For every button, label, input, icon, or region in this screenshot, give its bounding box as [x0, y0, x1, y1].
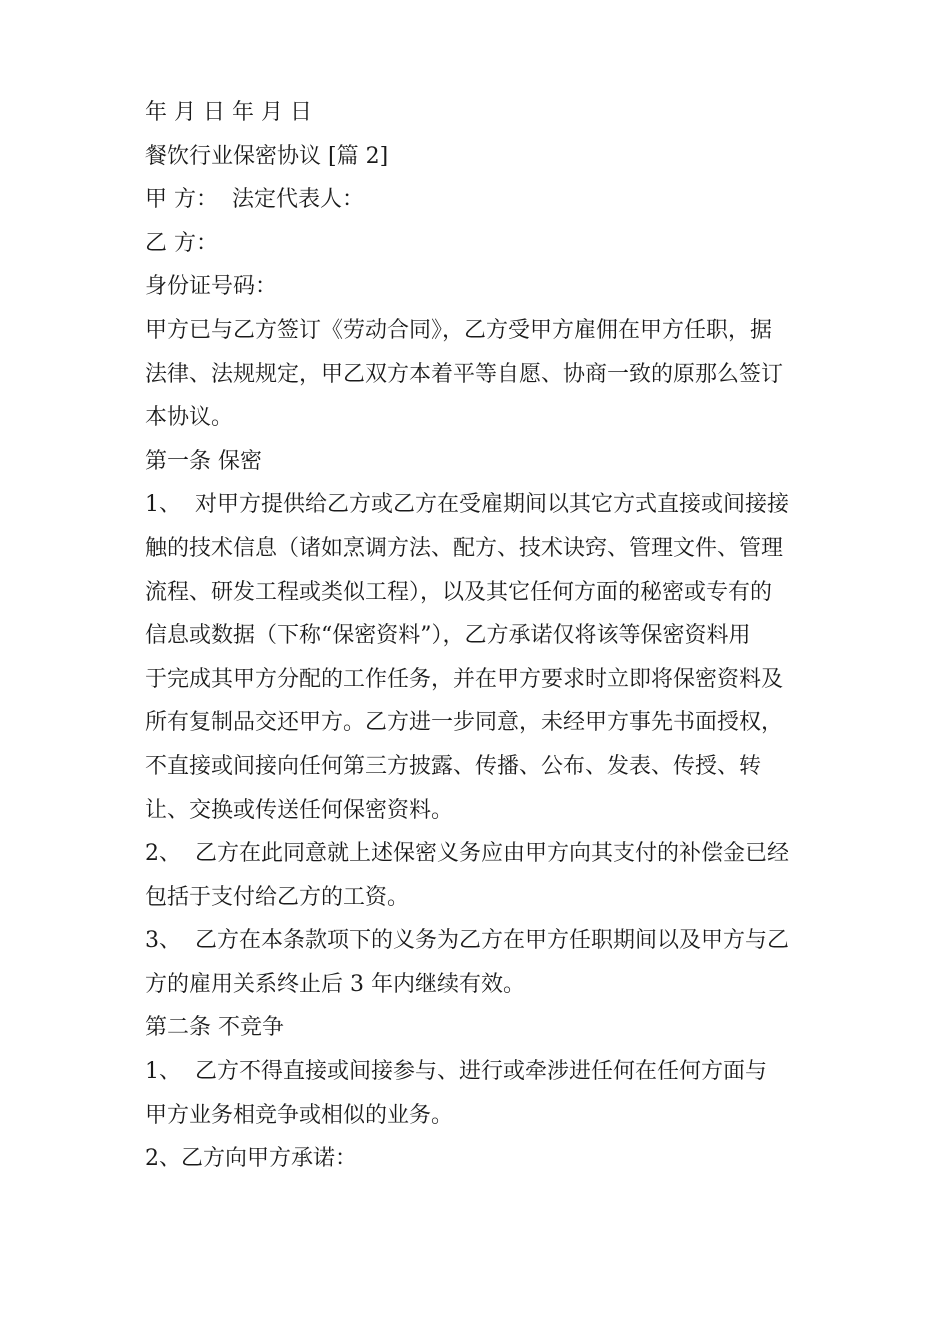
id-number-line: 身份证号码： — [145, 274, 278, 300]
preamble-line: 本协议。 — [145, 405, 234, 431]
article-1-clause-1-line: 1、 对甲方提供给乙方或乙方在受雇期间以其它方式直接或间接接 — [145, 492, 789, 518]
article-1-clause-2-line: 包括于支付给乙方的工资。 — [145, 884, 410, 910]
article-1-clause-1-line: 于完成其甲方分配的工作任务，并在甲方要求时立即将保密资料及 — [145, 666, 784, 692]
party-a-line: 甲 方： 法定代表人： — [145, 187, 364, 213]
article-2-clause-1-line: 甲方业务相竞争或相似的业务。 — [145, 1102, 454, 1128]
preamble-line: 甲方已与乙方签订《劳动合同》，乙方受甲方雇佣在甲方任职，据 — [145, 317, 773, 343]
article-1-clause-3-line: 3、 乙方在本条款项下的义务为乙方在甲方任职期间以及甲方与乙 — [145, 928, 789, 954]
party-b-line: 乙 方： — [145, 230, 218, 256]
article-1-heading: 第一条 保密 — [145, 448, 262, 474]
document-body — [145, 91, 805, 1181]
article-1-clause-3-line: 方的雇用关系终止后 3 年内继续有效。 — [145, 971, 525, 997]
document-title: 餐饮行业保密协议 [篇 2] — [145, 143, 389, 169]
article-2-clause-1-line: 1、 乙方不得直接或间接参与、进行或牵涉进任何在任何方面与 — [145, 1059, 767, 1085]
article-1-clause-1-line: 所有复制品交还甲方。乙方进一步同意，未经甲方事先书面授权， — [145, 710, 784, 736]
date-line: 年 月 日 年 月 日 — [145, 100, 312, 125]
article-1-clause-1-line: 不直接或间接向任何第三方披露、传播、公布、发表、传授、转 — [145, 753, 762, 779]
article-1-clause-1-line: 触的技术信息（诸如烹调方法、配方、技术诀窍、管理文件、管理 — [145, 535, 784, 561]
article-1-clause-1-line: 信息或数据（下称“保密资料”），乙方承诺仅将该等保密资料用 — [145, 623, 751, 649]
article-1-clause-1-line: 流程、研发工程或类似工程），以及其它任何方面的秘密或专有的 — [145, 579, 773, 605]
article-1-clause-1-line: 让、交换或传送任何保密资料。 — [145, 797, 454, 823]
article-1-clause-2-line: 2、 乙方在此同意就上述保密义务应由甲方向其支付的补偿金已经 — [145, 841, 789, 867]
preamble-line: 法律、法规规定，甲乙双方本着平等自愿、协商一致的原那么签订 — [145, 361, 784, 387]
article-2-heading: 第二条 不竞争 — [145, 1015, 284, 1041]
article-2-clause-2-line: 2、乙方向甲方承诺： — [145, 1146, 357, 1172]
